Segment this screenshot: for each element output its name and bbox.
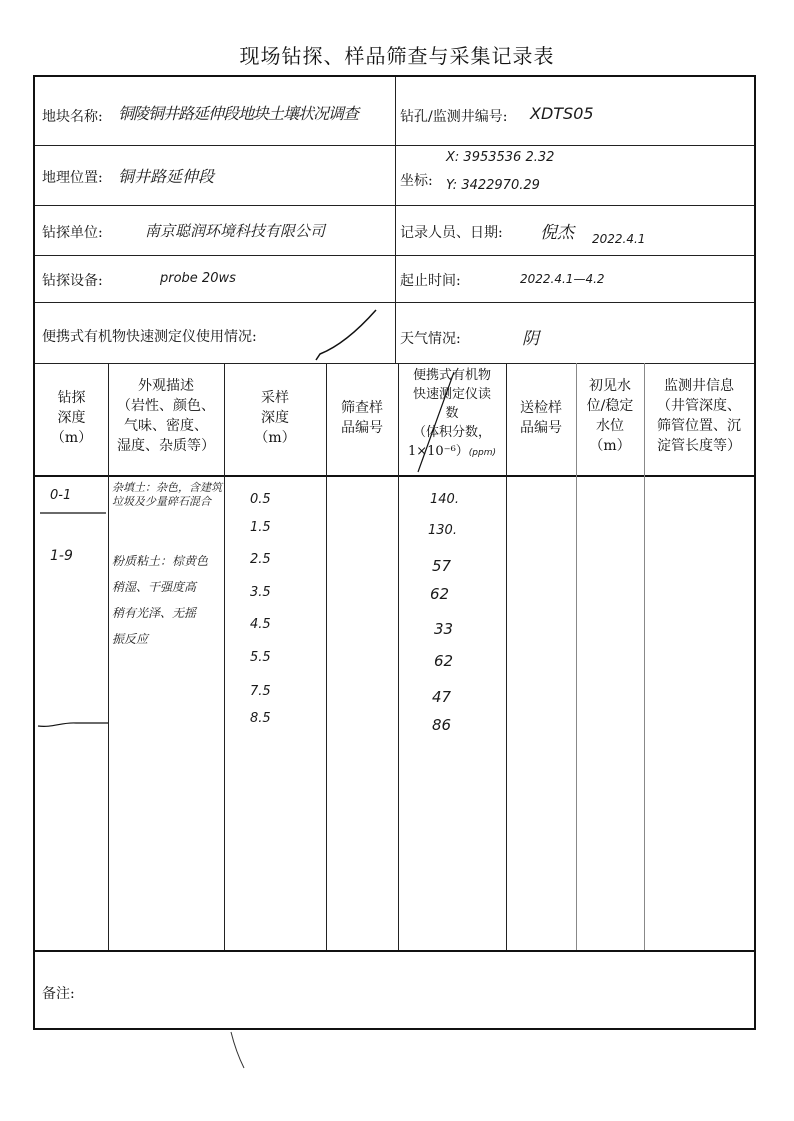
description-line: 杂填土：杂色，含建筑 <box>112 481 222 494</box>
header-line: （井管深度、 <box>657 398 741 414</box>
header-line: 品编号 <box>341 420 383 436</box>
row-divider <box>35 363 754 364</box>
header-well-info <box>644 376 754 456</box>
header-line: 深度 <box>57 410 86 426</box>
pid-reading[interactable]: 62 <box>430 585 450 603</box>
handwritten-unit-note: (ppm) <box>468 448 496 458</box>
sample-depth[interactable]: 3.5 <box>250 585 271 600</box>
header-line: （m） <box>254 430 296 446</box>
drill-unit-label: 钻探单位: <box>42 225 103 241</box>
header-line: （岩性、颜色、 <box>117 398 215 414</box>
weather-value[interactable]: 阴 <box>522 329 539 349</box>
header-line: （m） <box>50 430 93 446</box>
recorder-name[interactable]: 倪杰 <box>540 223 574 243</box>
interval-underline <box>36 720 110 730</box>
recorder-date[interactable]: 2022.4.1 <box>592 232 646 246</box>
time-label: 起止时间: <box>400 273 461 289</box>
description-block[interactable] <box>112 548 208 652</box>
sample-depth[interactable]: 1.5 <box>250 520 271 535</box>
remarks-divider <box>35 950 754 952</box>
interval-underline <box>38 510 108 516</box>
description-line: 稍湿、干强度高 <box>112 580 197 594</box>
coord-y-value[interactable]: Y: 3422970.29 <box>446 178 540 193</box>
drill-unit-value[interactable]: 南京聪润环境科技有限公司 <box>145 222 326 240</box>
pid-reading[interactable]: 130. <box>428 523 457 538</box>
weather-label: 天气情况: <box>400 331 461 347</box>
sample-depth[interactable]: 2.5 <box>250 552 271 567</box>
sample-depth[interactable]: 8.5 <box>250 711 271 726</box>
sample-depth[interactable]: 5.5 <box>250 650 271 665</box>
sample-depth[interactable]: 7.5 <box>250 684 271 699</box>
borehole-value[interactable]: XDTS05 <box>530 104 594 123</box>
header-line: 外观描述 <box>138 378 194 394</box>
pid-reading[interactable]: 62 <box>434 652 454 670</box>
header-unit: 1×10⁻⁶） <box>408 444 469 459</box>
recorder-label: 记录人员、日期: <box>400 225 503 241</box>
header-water-level <box>576 376 644 456</box>
sample-depth[interactable]: 4.5 <box>250 617 271 632</box>
form-title: 现场钻探、样品筛查与采集记录表 <box>239 44 555 68</box>
pid-usage-label: 便携式有机物快速测定仪使用情况: <box>42 329 257 345</box>
header-line: 位/稳定 <box>586 398 634 414</box>
header-appearance <box>108 376 224 456</box>
header-line: 淀管长度等） <box>657 438 741 454</box>
header-line: 初见水 <box>589 378 631 394</box>
pid-header-strike-mark <box>410 368 510 476</box>
header-line: 钻探 <box>57 390 86 406</box>
location-value[interactable]: 铜井路延伸段 <box>118 167 215 186</box>
header-line: 数 <box>445 406 459 421</box>
header-line: 快速测定仪读 <box>412 387 491 402</box>
header-sample-depth <box>224 388 326 448</box>
header-drill-depth <box>35 388 108 448</box>
pid-reading[interactable]: 57 <box>432 557 452 575</box>
pid-reading[interactable]: 47 <box>432 688 452 706</box>
description-block[interactable] <box>112 481 222 509</box>
column-divider <box>326 363 327 950</box>
plot-name-label: 地块名称: <box>42 109 103 125</box>
header-line: 筛查样 <box>341 400 383 416</box>
depth-interval[interactable]: 0-1 <box>50 488 72 503</box>
borehole-label: 钻孔/监测井编号: <box>400 109 508 125</box>
header-line: （体积分数， <box>412 425 491 440</box>
header-line: 采样 <box>261 390 289 406</box>
location-label: 地理位置: <box>42 170 103 186</box>
pid-usage-slash-mark <box>310 308 380 362</box>
pid-reading[interactable]: 33 <box>434 620 454 638</box>
header-divider <box>35 475 754 477</box>
header-line: 气味、密度、 <box>124 418 208 434</box>
info-column-divider <box>395 77 396 363</box>
stray-pen-mark <box>228 1030 248 1070</box>
remarks-label: 备注: <box>42 986 75 1002</box>
header-line: 深度 <box>261 410 289 426</box>
header-line: 品编号 <box>520 420 562 436</box>
sample-depth[interactable]: 0.5 <box>250 492 271 507</box>
pid-reading[interactable]: 140. <box>430 492 459 507</box>
header-line: 水位 <box>596 418 624 434</box>
header-line: 便携式有机物 <box>412 368 491 383</box>
description-line: 稍有光泽、无摇 <box>112 606 197 620</box>
depth-interval[interactable]: 1-9 <box>50 548 73 564</box>
equipment-value[interactable]: probe 20ws <box>160 271 236 286</box>
header-line: 湿度、杂质等） <box>117 438 215 454</box>
header-line: 监测井信息 <box>664 378 734 394</box>
pid-reading[interactable]: 86 <box>432 716 452 734</box>
column-divider <box>224 363 225 950</box>
description-line: 粉质粘土：棕黄色 <box>112 554 209 568</box>
plot-name-value[interactable]: 铜陵铜井路延伸段地块土壤状况调查 <box>118 104 359 123</box>
description-line: 振反应 <box>112 632 149 646</box>
header-line: （m） <box>589 438 631 454</box>
coord-x-value[interactable]: X: 3953536 2.32 <box>446 150 555 165</box>
coord-label: 坐标: <box>400 173 433 189</box>
header-line: 送检样 <box>520 400 562 416</box>
equipment-label: 钻探设备: <box>42 273 103 289</box>
header-line: 筛管位置、沉 <box>657 418 741 434</box>
header-lab-sample-id <box>506 398 576 438</box>
description-line: 垃圾及少量碎石混合 <box>112 495 211 508</box>
header-screen-sample-id <box>326 398 398 438</box>
time-value[interactable]: 2022.4.1—4.2 <box>520 272 605 286</box>
